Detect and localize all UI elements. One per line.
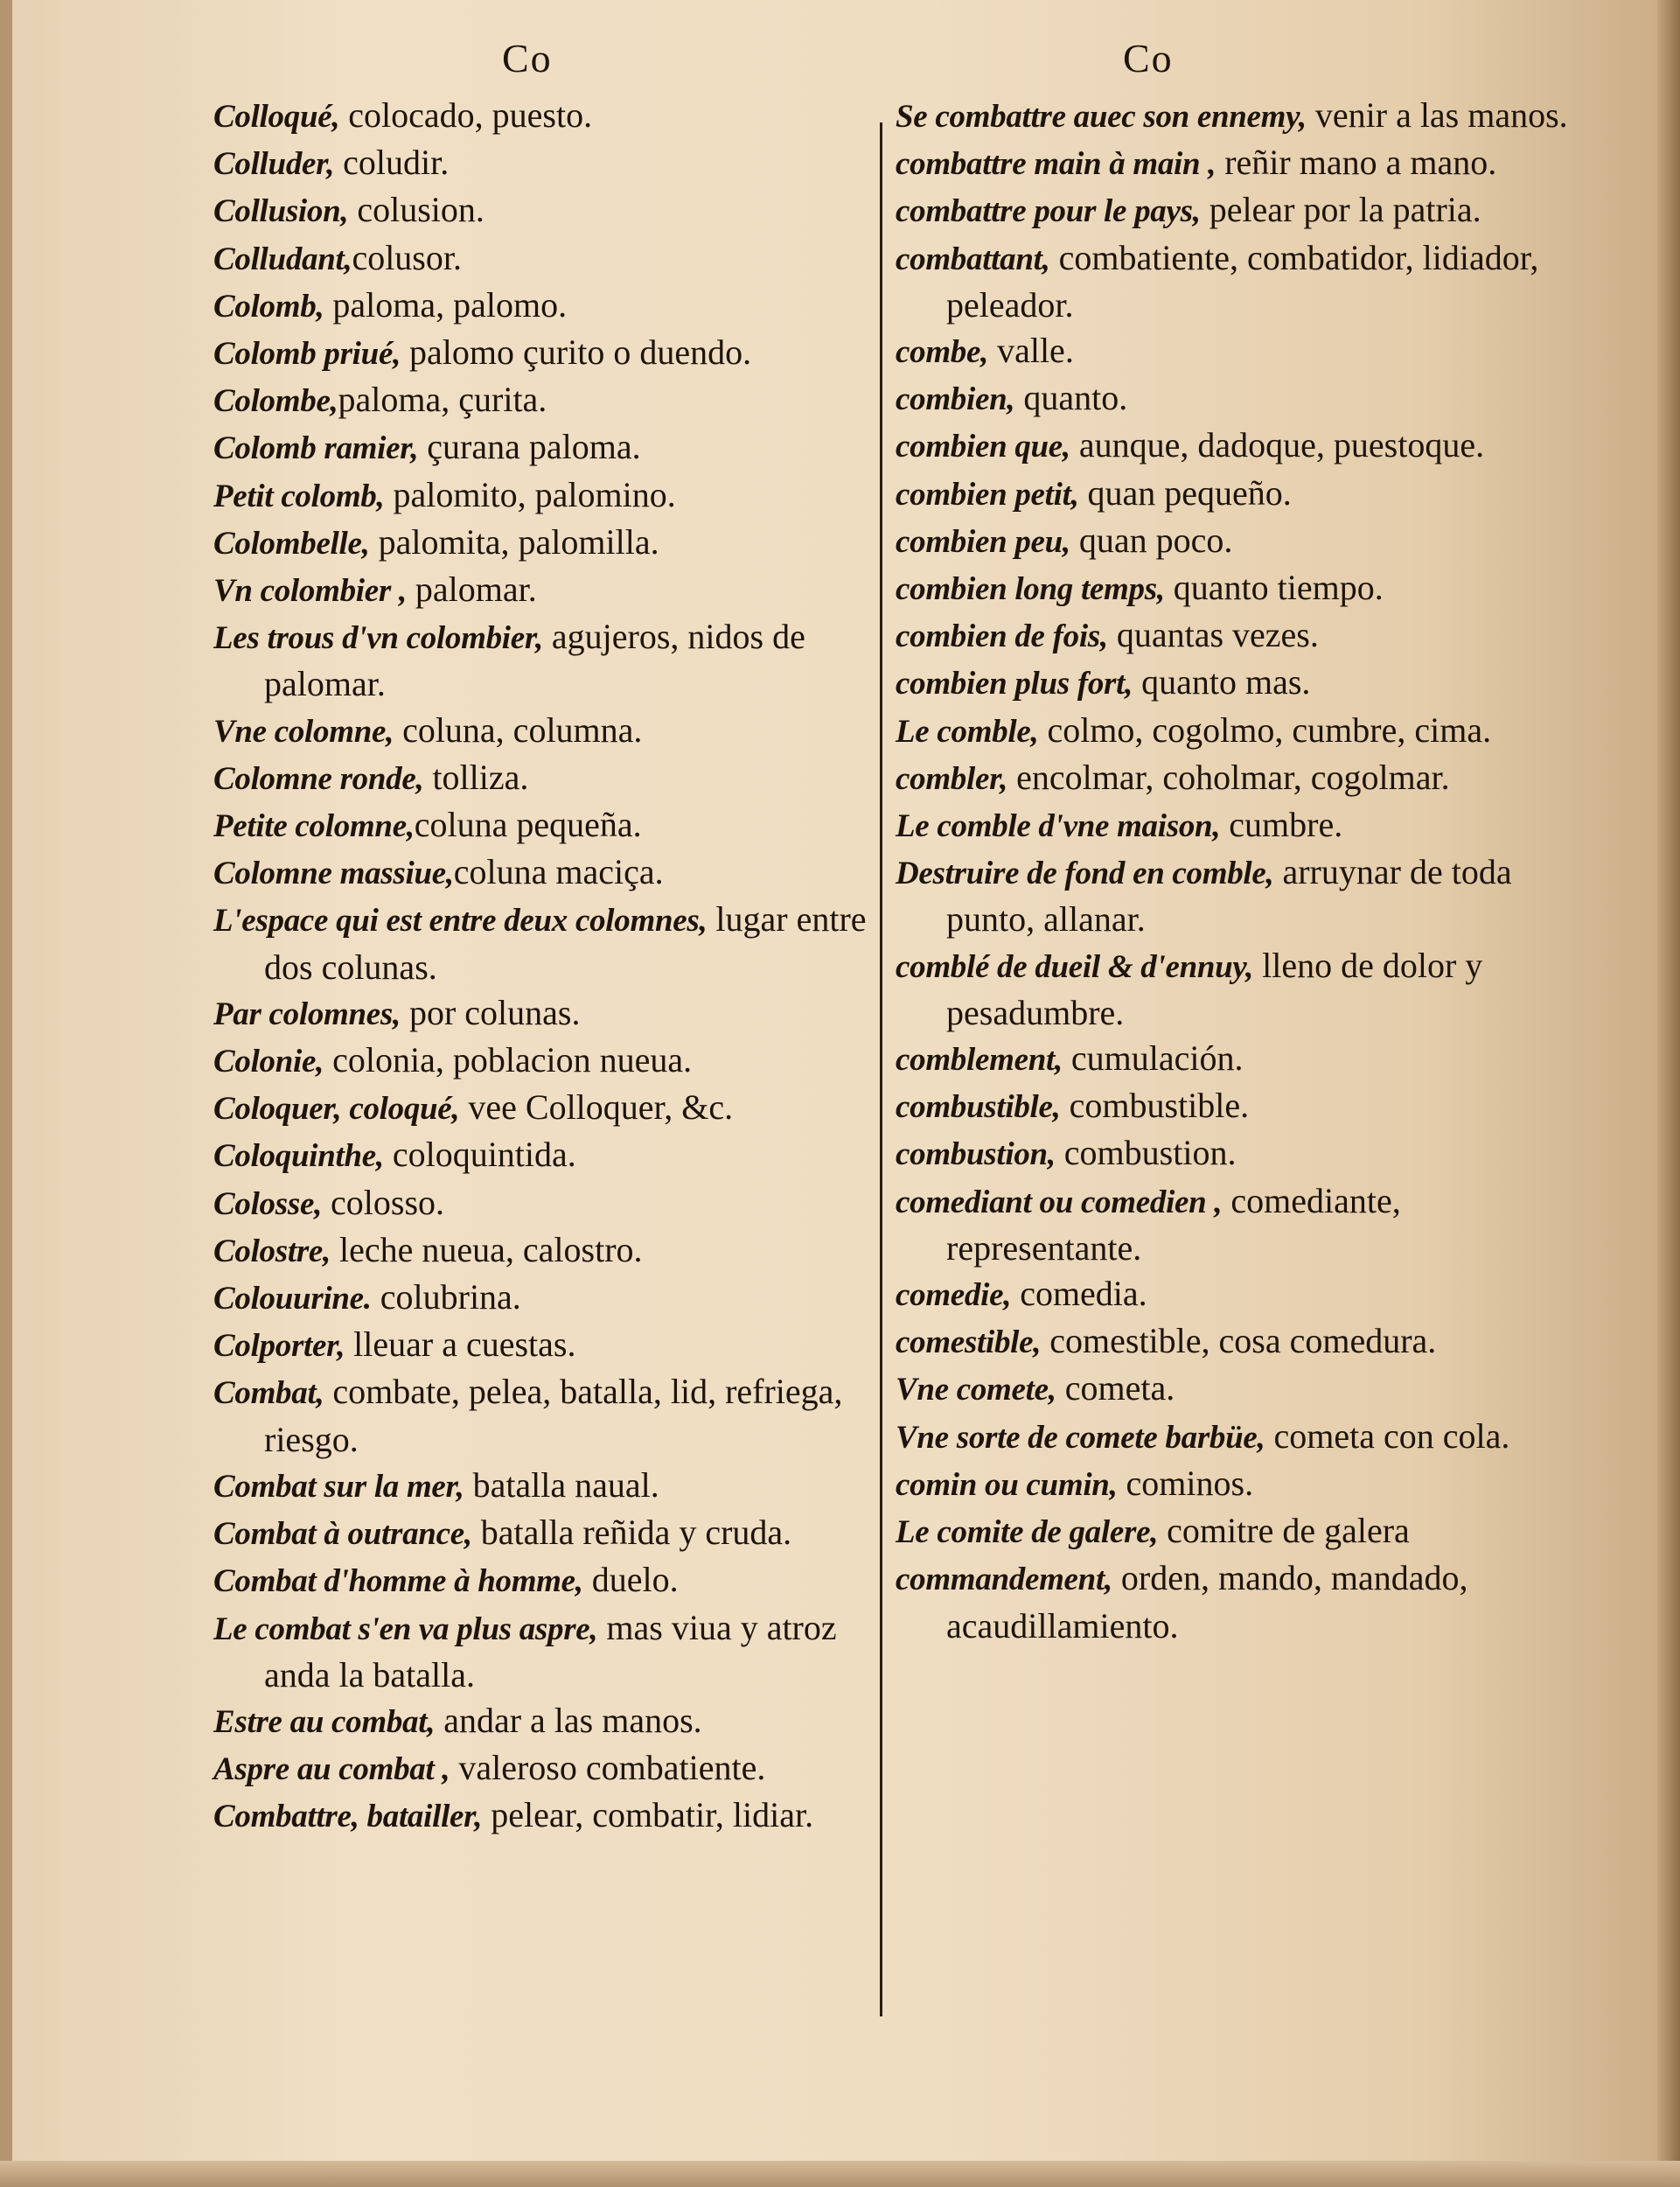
entry-headword: Colomb priué, xyxy=(213,336,401,373)
dictionary-entry xyxy=(213,755,878,802)
dictionary-entry xyxy=(213,990,878,1038)
entry-definition: quanto tiempo. xyxy=(1164,568,1384,608)
entry-headword: Combattre, batailler, xyxy=(213,1799,483,1835)
entry-headword: Les trous d'vn colombier, xyxy=(213,620,543,657)
entry-headword: Aspre au combat , xyxy=(213,1751,450,1788)
entry-definition: pelear, combatir, lidiar. xyxy=(482,1795,814,1835)
entry-definition: colmo, cogolmo, cumbre, cima. xyxy=(1038,709,1492,750)
entry-definition: palomar. xyxy=(406,569,537,610)
dictionary-entry xyxy=(896,708,1578,755)
dictionary-entry xyxy=(213,93,878,140)
entry-definition: coludir. xyxy=(334,143,450,183)
dictionary-entry xyxy=(213,1322,878,1369)
dictionary-entry xyxy=(213,708,878,755)
dictionary-entry xyxy=(896,612,1578,660)
entry-headword: Vne comete, xyxy=(896,1372,1056,1408)
dictionary-entry xyxy=(213,283,878,330)
entry-headword: combien plus fort, xyxy=(896,666,1133,702)
entry-definition: combate, pelea, batalla, lid, refriega, riesgo. xyxy=(264,1372,843,1459)
entry-definition: combustion. xyxy=(1055,1133,1237,1173)
entry-headword: combien de fois, xyxy=(896,618,1108,655)
entry-definition: coluna, columna. xyxy=(394,709,643,750)
dictionary-entry xyxy=(213,1605,878,1698)
entry-definition: comedia. xyxy=(1011,1274,1147,1314)
entry-headword: Colomb, xyxy=(213,288,324,325)
entry-headword: Colluder, xyxy=(213,146,335,183)
dictionary-entry xyxy=(213,1180,878,1227)
entry-definition: mas viua y atroz anda la batalla. xyxy=(264,1607,837,1694)
dictionary-entry xyxy=(896,1130,1578,1177)
dictionary-entry xyxy=(213,1132,878,1179)
dictionary-entry xyxy=(213,235,878,283)
entry-definition: por colunas. xyxy=(400,992,581,1032)
entry-headword: Colombe, xyxy=(213,383,338,420)
dictionary-entry xyxy=(213,1038,878,1085)
entry-headword: comediant ou comedien , xyxy=(896,1184,1223,1220)
left-column xyxy=(213,93,878,1841)
entry-definition: quan pequeño. xyxy=(1078,472,1292,513)
entry-headword: combler, xyxy=(896,760,1008,797)
dictionary-entry xyxy=(896,849,1578,942)
entry-definition: paloma, çurita. xyxy=(338,380,547,420)
entry-definition: palomo çurito o duendo. xyxy=(401,332,752,373)
entry-definition: colocado, puesto. xyxy=(339,95,593,135)
dictionary-entry xyxy=(896,1555,1578,1648)
entry-definition: cumulación. xyxy=(1062,1038,1244,1079)
entry-definition: cumbre. xyxy=(1220,805,1343,845)
entry-definition: cometa con cola. xyxy=(1265,1415,1510,1456)
entry-definition: quanto. xyxy=(1014,378,1128,418)
dictionary-entry xyxy=(213,1557,878,1604)
entry-headword: combien petit, xyxy=(896,476,1079,513)
entry-definition: encolmar, coholmar, cogolmar. xyxy=(1007,757,1450,797)
entry-headword: Le comite de galere, xyxy=(896,1514,1159,1551)
entry-headword: combattant, xyxy=(896,241,1050,277)
entry-headword: combe, xyxy=(896,334,989,371)
entry-headword: Combat, xyxy=(213,1375,324,1412)
dictionary-entry xyxy=(213,1698,878,1745)
dictionary-entry xyxy=(213,1792,878,1840)
entry-headword: Destruire de fond en comble, xyxy=(896,856,1274,892)
dictionary-entry xyxy=(213,1085,878,1132)
entry-headword: combien peu, xyxy=(896,523,1070,560)
entry-headword: comedie, xyxy=(896,1277,1012,1314)
dictionary-entry xyxy=(896,1318,1578,1366)
entry-definition: arruynar de toda punto, allanar. xyxy=(946,852,1512,940)
entry-headword: combien, xyxy=(896,381,1015,418)
entry-definition: batalla reñida y cruda. xyxy=(471,1513,792,1553)
entry-headword: commandement, xyxy=(896,1562,1112,1598)
entry-headword: Se combattre auec son ennemy, xyxy=(896,99,1307,135)
entry-definition: reñir mano a mano. xyxy=(1216,143,1497,183)
entry-definition: lleuar a cuestas. xyxy=(345,1324,576,1365)
entry-headword: Colomne ronde, xyxy=(213,760,424,797)
entry-headword: Le combat s'en va plus aspre, xyxy=(213,1611,598,1647)
entry-definition: colonia, poblacion nueua. xyxy=(324,1040,693,1080)
dictionary-entry xyxy=(896,1178,1578,1271)
entry-headword: Combat sur la mer, xyxy=(213,1468,464,1505)
entry-headword: comestible, xyxy=(896,1324,1042,1361)
entry-headword: comin ou cumin, xyxy=(896,1466,1118,1503)
entry-definition: paloma, palomo. xyxy=(324,284,568,325)
entry-headword: Le comble, xyxy=(896,713,1039,750)
dictionary-entry xyxy=(213,472,878,520)
dictionary-entry xyxy=(896,518,1578,565)
dictionary-entry xyxy=(896,235,1578,328)
entry-definition: duelo. xyxy=(582,1560,679,1600)
entry-definition: combatiente, combatidor, lidiador, peleador. xyxy=(946,237,1539,325)
dictionary-entry xyxy=(213,330,878,377)
entry-headword: Colostre, xyxy=(213,1233,331,1269)
entry-definition: orden, mando, mandado, acaudillamiento. xyxy=(946,1558,1468,1645)
running-head-left: Co xyxy=(502,36,553,80)
entry-definition: palomita, palomilla. xyxy=(369,521,659,562)
entry-headword: Vne sorte de comete barbüe, xyxy=(896,1419,1265,1456)
entry-definition: coluna pequeña. xyxy=(414,805,642,845)
entry-headword: Colludant, xyxy=(213,241,352,277)
page-edge-bottom xyxy=(0,2161,1680,2187)
dictionary-entry xyxy=(896,755,1578,802)
dictionary-entry xyxy=(896,1414,1578,1461)
entry-headword: Colporter, xyxy=(213,1328,345,1365)
entry-headword: Par colomnes, xyxy=(213,996,401,1032)
dictionary-entry xyxy=(213,1227,878,1275)
book-page xyxy=(12,0,1674,2180)
dictionary-entry xyxy=(213,1275,878,1322)
entry-definition: valle. xyxy=(988,331,1074,371)
entry-headword: Colonie, xyxy=(213,1044,324,1080)
entry-headword: combattre main à main , xyxy=(896,146,1216,183)
entry-headword: Colomb ramier, xyxy=(213,430,419,467)
dictionary-entry xyxy=(213,1745,878,1792)
dictionary-entry xyxy=(213,614,878,707)
entry-headword: Colombelle, xyxy=(213,525,370,562)
entry-headword: Colosse, xyxy=(213,1185,323,1222)
entry-headword: Colouurine. xyxy=(213,1281,372,1317)
dictionary-entry xyxy=(896,423,1578,470)
column-rule xyxy=(880,122,882,2016)
entry-definition: coluna maciça. xyxy=(453,852,664,892)
dictionary-entry xyxy=(896,660,1578,707)
dictionary-entry xyxy=(213,520,878,567)
entry-headword: Coloquer, coloqué, xyxy=(213,1091,460,1128)
entry-definition: venir a las manos. xyxy=(1306,95,1568,135)
entry-headword: Colloqué, xyxy=(213,99,340,135)
entry-definition: agujeros, nidos de palomar. xyxy=(264,617,805,704)
entry-definition: coloquintida. xyxy=(383,1135,576,1175)
dictionary-entry xyxy=(896,328,1578,375)
dictionary-entry xyxy=(213,424,878,472)
entry-definition: comediante, representante. xyxy=(946,1180,1401,1268)
dictionary-entry xyxy=(213,377,878,424)
entry-headword: combustible, xyxy=(896,1089,1061,1126)
running-head-right: Co xyxy=(1123,36,1174,80)
entry-headword: Petite colomne, xyxy=(213,808,415,845)
entry-headword: combattre pour le pays, xyxy=(896,193,1201,230)
entry-definition: colubrina. xyxy=(371,1277,521,1317)
dictionary-entry xyxy=(896,1508,1578,1555)
dictionary-entry xyxy=(896,1036,1578,1083)
entry-headword: Petit colomb, xyxy=(213,478,385,514)
entry-headword: Combat à outrance, xyxy=(213,1516,472,1553)
entry-definition: colusor. xyxy=(352,237,462,277)
entry-definition: aunque, dadoque, puestoque. xyxy=(1070,425,1485,465)
dictionary-entry xyxy=(896,375,1578,423)
entry-definition: batalla naual. xyxy=(464,1464,659,1505)
entry-definition: leche nueua, calostro. xyxy=(331,1229,643,1269)
entry-definition: çurana paloma. xyxy=(418,427,641,467)
dictionary-entry xyxy=(896,1083,1578,1130)
entry-headword: combustion, xyxy=(896,1136,1056,1173)
entry-headword: comblement, xyxy=(896,1042,1063,1079)
entry-headword: Colomne massiue, xyxy=(213,856,454,892)
entry-headword: Coloquinthe, xyxy=(213,1138,384,1175)
entry-headword: combien que, xyxy=(896,429,1070,465)
dictionary-entry xyxy=(896,1461,1578,1508)
entry-definition: vee Colloquer, &c. xyxy=(459,1087,734,1128)
entry-definition: quan poco. xyxy=(1070,520,1233,560)
entry-headword: Combat d'homme à homme, xyxy=(213,1563,583,1600)
entry-definition: colosso. xyxy=(322,1182,445,1222)
dictionary-entry xyxy=(213,802,878,849)
entry-headword: L'espace qui est entre deux colomnes, xyxy=(213,903,708,940)
entry-definition: valeroso combatiente. xyxy=(450,1748,766,1788)
dictionary-entry xyxy=(896,802,1578,849)
dictionary-entry xyxy=(213,187,878,234)
entry-headword: Le comble d'vne maison, xyxy=(896,808,1221,845)
dictionary-entry xyxy=(896,187,1578,234)
entry-definition: lugar entre dos colunas. xyxy=(264,899,867,987)
page-edge-left xyxy=(0,0,12,2187)
entry-definition: cominos. xyxy=(1117,1463,1254,1503)
entry-definition: palomito, palomino. xyxy=(384,474,676,514)
entry-definition: comestible, cosa comedura. xyxy=(1041,1321,1437,1361)
entry-definition: pelear por la patria. xyxy=(1200,190,1481,230)
entry-headword: comblé de dueil & d'ennuy, xyxy=(896,948,1254,985)
entry-headword: Collusion, xyxy=(213,193,349,230)
dictionary-entry xyxy=(896,943,1578,1036)
dictionary-entry xyxy=(896,1271,1578,1318)
entry-definition: quanto mas. xyxy=(1133,662,1311,702)
entry-definition: quantas vezes. xyxy=(1107,615,1319,655)
dictionary-entry xyxy=(213,849,878,897)
dictionary-entry xyxy=(213,567,878,614)
dictionary-entry xyxy=(213,1510,878,1557)
dictionary-entry xyxy=(896,471,1578,518)
dictionary-entry xyxy=(896,565,1578,612)
dictionary-entry xyxy=(213,897,878,989)
entry-definition: tolliza. xyxy=(423,757,529,797)
dictionary-entry xyxy=(896,140,1578,187)
entry-headword: Vn colombier , xyxy=(213,573,407,610)
entry-definition: andar a las manos. xyxy=(435,1700,702,1740)
page-edge-right xyxy=(1657,0,1680,2187)
entry-headword: Vne colomne, xyxy=(213,713,394,750)
entry-definition: colusion. xyxy=(348,190,484,230)
right-column xyxy=(896,93,1578,1649)
dictionary-entry xyxy=(213,140,878,187)
entry-definition: comitre de galera xyxy=(1158,1511,1410,1551)
dictionary-entry xyxy=(896,1366,1578,1413)
dictionary-entry xyxy=(896,93,1578,140)
entry-definition: combustible. xyxy=(1060,1086,1250,1126)
entry-headword: Estre au combat, xyxy=(213,1703,436,1740)
dictionary-entry xyxy=(213,1369,878,1462)
dictionary-entry xyxy=(213,1463,878,1510)
entry-definition: lleno de dolor y pesadumbre. xyxy=(946,945,1483,1032)
entry-definition: cometa. xyxy=(1056,1368,1175,1408)
entry-headword: combien long temps, xyxy=(896,571,1165,608)
